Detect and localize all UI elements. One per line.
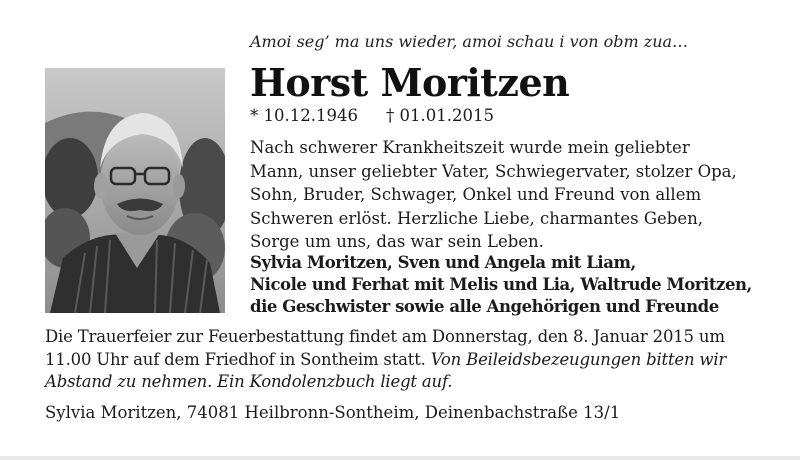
ceremony-line: Die Trauerfeier zur Feuerbestattung findet am Donnerstag, den 8. Januar 2015 um — [45, 327, 725, 346]
announcement-line: Nach schwerer Krankheitszeit wurde mein geliebter — [250, 138, 690, 157]
death-symbol: † — [385, 106, 395, 125]
mourners-line: Nicole und Ferhat mit Melis und Lia, Waltrude Moritzen, — [250, 275, 752, 294]
mourners-line: die Geschwister sowie alle Angehörigen und Freunde — [250, 297, 719, 316]
ceremony-italic-text: Von Beileidsbezeugungen bitten wir — [430, 349, 727, 369]
portrait-photo — [45, 68, 225, 313]
ceremony-info — [45, 326, 775, 394]
announcement-line: Mann, unser geliebter Vater, Schwiegervater, stolzer Opa, — [250, 161, 737, 181]
announcement-line: Sohn, Bruder, Schwager, Onkel und Freund von allem — [250, 185, 702, 204]
ceremony-line — [45, 371, 775, 394]
birth-date: 10.12.1946 — [263, 106, 358, 125]
deceased-name: Horst Moritzen — [250, 60, 570, 105]
motto-quote: Amoi seg’ ma uns wieder, amoi schau i von obm zua… — [250, 32, 689, 51]
portrait-image — [45, 68, 225, 313]
announcement-line: Schweren erlöst. Herzliche Liebe, charmantes Geben, — [250, 208, 703, 228]
birth-symbol: * — [250, 106, 259, 125]
ceremony-italic-text: Abstand zu nehmen. Ein Kondolenzbuch liegt auf. — [45, 372, 453, 391]
life-dates — [250, 106, 494, 126]
mourners-line: Sylvia Moritzen, Sven und Angela mit Liam, — [250, 253, 636, 272]
death-date: 01.01.2015 — [399, 106, 494, 125]
ceremony-plain-text: 11.00 Uhr auf dem Friedhof in Sontheim statt. — [45, 349, 431, 369]
ceremony-line — [45, 349, 775, 372]
announcement-text — [250, 136, 770, 254]
mourners-list — [250, 252, 770, 318]
announcement-line: Sorge um uns, das war sein Leben. — [250, 232, 544, 251]
contact-address: Sylvia Moritzen, 74081 Heilbronn-Sontheim, Deinenbachstraße 13/1 — [45, 403, 621, 422]
